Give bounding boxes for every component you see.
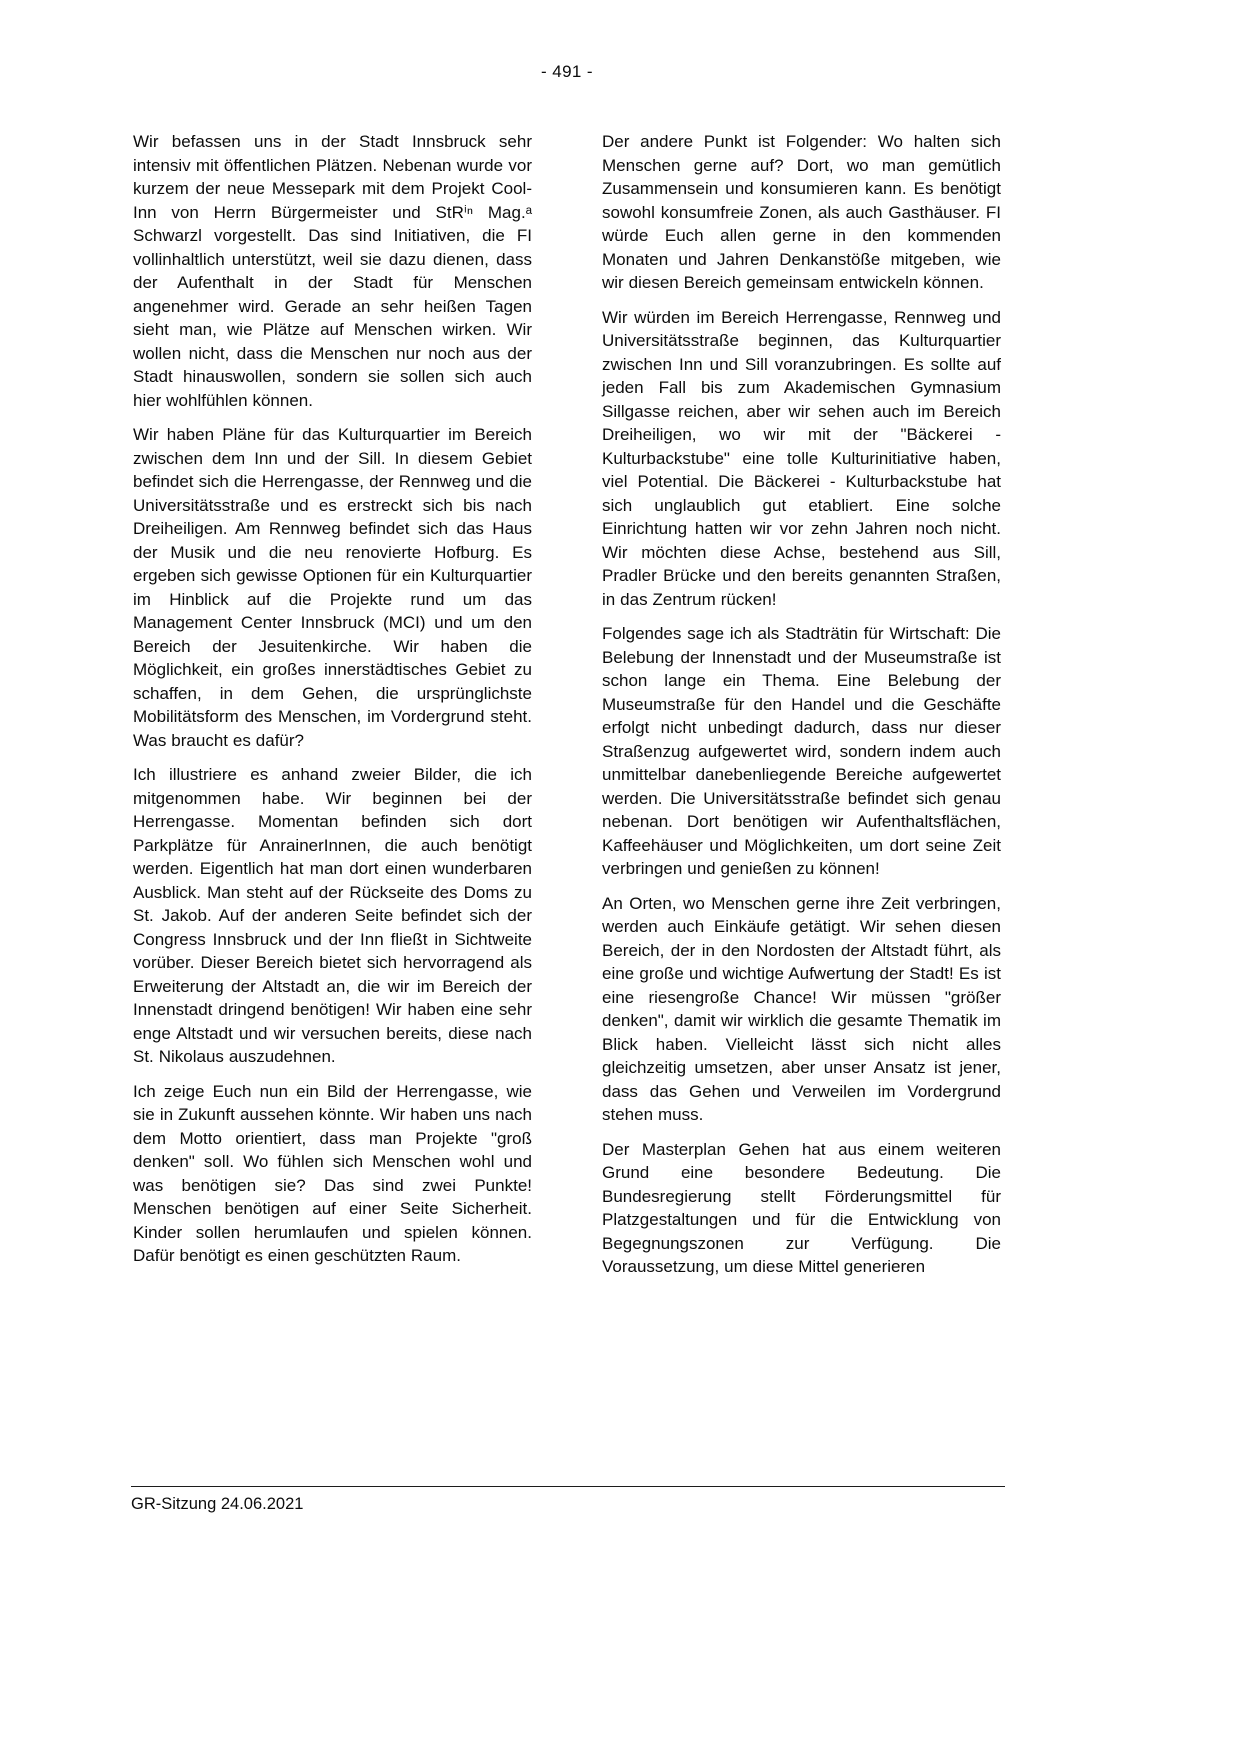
paragraph: Der andere Punkt ist Folgender: Wo halten sich Menschen gerne auf? Dort, wo man gemütlich Zusammensein und konsumieren kann. Es benötigt sowohl konsumfreie Zonen, als auch Gasthäuser. FI würde Euch allen gerne in den kommenden Monaten und Jahren Denkanstöße mitgeben, wie wir diesen Bereich gemeinsam entwickeln können.: [602, 132, 1001, 292]
paragraph: Wir befassen uns in der Stadt Innsbruck sehr intensiv mit öffentlichen Plätzen. Nebenan wurde vor kurzem der neue Messepark mit dem Projekt Cool-Inn von Herrn Bürgermeister und StRⁱⁿ Mag.ᵃ Schwarzl vorgestellt. Das sind Initiativen, die FI vollinhaltlich unterstützt, weil sie dazu dienen, dass der Aufenthalt in der Stadt für Menschen angenehmer wird. Gerade an sehr heißen Tagen sieht man, wie Plätze auf Menschen wirken. Wir wollen nicht, dass die Menschen nur noch aus der Stadt hinauswollen, sondern sie sollen sich auch hier wohlfühlen können.: [133, 132, 532, 410]
document-body: [133, 130, 1001, 1279]
paragraph: Wir würden im Bereich Herrengasse, Rennweg und Universitätsstraße beginnen, das Kulturquartier zwischen Inn und Sill voranzubringen. Es sollte auf jeden Fall bis zum Akademischen Gymnasium Sillgasse reichen, aber wir sehen auch im Bereich Dreiheiligen, wo wir mit der "Bäckerei - Kulturbackstube" eine tolle Kulturinitiative haben, viel Potential. Die Bäckerei - Kulturbackstube hat sich unglaublich gut etabliert. Eine solche Einrichtung hatten wir vor zehn Jahren noch nicht. Wir möchten diese Achse, bestehend aus Sill, Pradler Brücke und den bereits genannten Straßen, in das Zentrum rücken!: [602, 307, 1001, 609]
right-column: [602, 130, 1001, 1279]
paragraph: Wir haben Pläne für das Kulturquartier im Bereich zwischen dem Inn und der Sill. In diesem Gebiet befindet sich die Herrengasse, der Rennweg und die Universitätsstraße und es erstreckt sich bis nach Dreiheiligen. Am Rennweg befindet sich das Haus der Musik und die neu renovierte Hofburg. Es ergeben sich gewisse Optionen für ein Kulturquartier im Hinblick auf die Projekte rund um das Management Center Innsbruck (MCI) und um den Bereich der Jesuitenkirche. Wir haben die Möglichkeit, ein großes innerstädtisches Gebiet zu schaffen, in dem Gehen, die ursprünglichste Mobilitätsform des Menschen, im Vordergrund steht. Was braucht es dafür?: [133, 425, 532, 750]
paragraph: Folgendes sage ich als Stadträtin für Wirtschaft: Die Belebung der Innenstadt und der Museumstraße ist schon lange ein Thema. Eine Belebung der Museumstraße für den Handel und die Geschäfte erfolgt nicht unbedingt dadurch, dass nur dieser Straßenzug aufgewertet wird, sondern indem auch unmittelbar danebenliegende Bereiche aufgewertet werden. Die Universitätsstraße befindet sich genau nebenan. Dort benötigen wir Aufenthaltsflächen, Kaffeehäuser und Möglichkeiten, um dort seine Zeit verbringen und genießen zu können!: [602, 624, 1001, 878]
footer-text: GR-Sitzung 24.06.2021: [131, 1495, 304, 1513]
page-footer: [131, 1486, 1005, 1514]
paragraph: An Orten, wo Menschen gerne ihre Zeit verbringen, werden auch Einkäufe getätigt. Wir sehen diesen Bereich, der in den Nordosten der Altstadt führt, als eine große und wichtige Aufwertung der Stadt! Es ist eine riesengroße Chance! Wir müssen "größer denken", damit wir wirklich die gesamte Thematik im Blick haben. Vielleicht lässt sich nicht alles gleichzeitig umsetzen, aber unser Ansatz ist jener, dass das Gehen und Verweilen im Vordergrund stehen muss.: [602, 893, 1001, 1124]
page-number: - 491 -: [541, 62, 593, 81]
paragraph: Ich zeige Euch nun ein Bild der Herrengasse, wie sie in Zukunft aussehen könnte. Wir haben uns nach dem Motto orientiert, dass man Projekte "groß denken" soll. Wo fühlen sich Menschen wohl und was benötigen sie? Das sind zwei Punkte! Menschen benötigen auf einer Seite Sicherheit. Kinder sollen herumlaufen und spielen können. Dafür benötigt es einen geschützten Raum.: [133, 1081, 532, 1265]
paragraph: Der Masterplan Gehen hat aus einem weiteren Grund eine besondere Bedeutung. Die Bundesregierung stellt Förderungsmittel für Platzgestaltungen und für die Entwicklung von Begegnungszonen zur Verfügung. Die Voraussetzung, um diese Mittel generieren: [602, 1139, 1001, 1276]
left-column: [133, 130, 532, 1279]
paragraph: Ich illustriere es anhand zweier Bilder, die ich mitgenommen habe. Wir beginnen bei der Herrengasse. Momentan befinden sich dort Parkplätze für AnrainerInnen, die auch benötigt werden. Eigentlich hat man dort einen wunderbaren Ausblick. Man steht auf der Rückseite des Doms zu St. Jakob. Auf der anderen Seite befindet sich der Congress Innsbruck und der Inn fließt in Sichtweite vorüber. Dieser Bereich bietet sich hervorragend als Erweiterung der Altstadt an, die wir im Bereich der Innenstadt dringend benötigen! Wir haben eine sehr enge Altstadt und wir versuchen bereits, diese nach St. Nikolaus auszudehnen.: [133, 765, 532, 1066]
